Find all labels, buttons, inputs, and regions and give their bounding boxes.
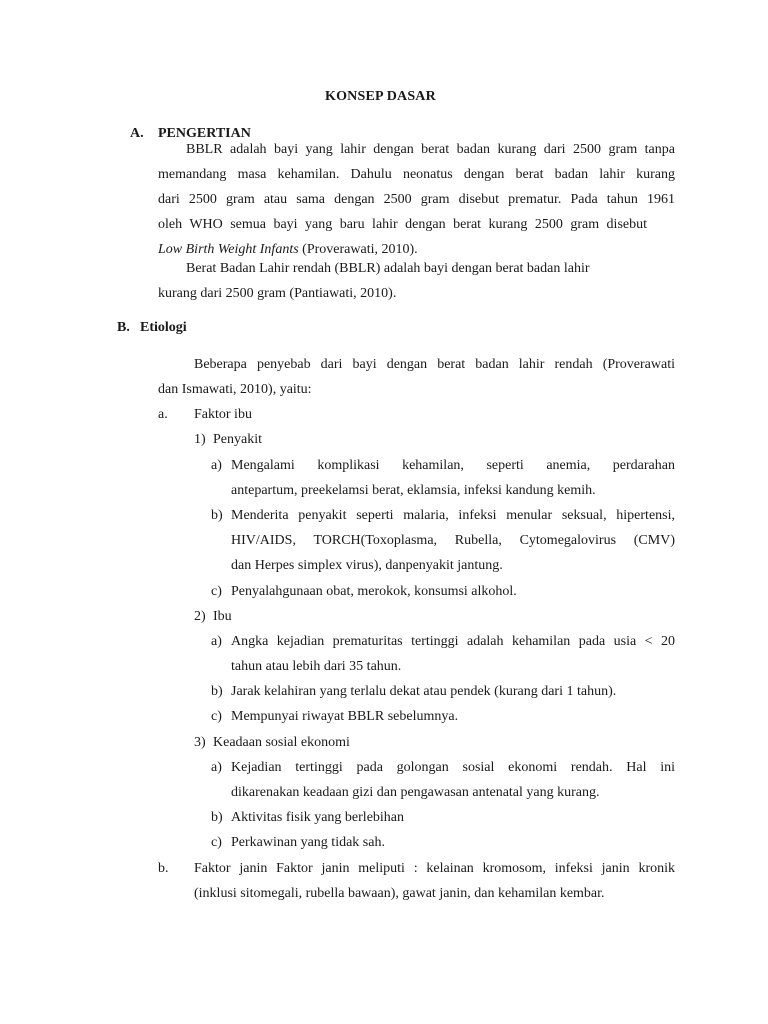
- section-b-intro-line2: dan Ismawati, 2010), yaitu:: [158, 382, 312, 397]
- list-item-line: (inklusi sitomegali, rubella bawaan), gawat janin, dan kehamilan kembar.: [194, 886, 605, 901]
- item-marker: c): [211, 835, 222, 850]
- item-marker: b): [211, 810, 223, 825]
- list-item-line: HIV/AIDS, TORCH(Toxoplasma, Rubella, Cytomegalovirus (CMV): [231, 533, 675, 548]
- list-item-line: Jarak kelahiran yang terlalu dekat atau pendek (kurang dari 1 tahun).: [231, 684, 617, 699]
- section-a-para1-line2: memandang masa kehamilan. Dahulu neonatus dengan berat badan lahir kurang: [158, 167, 675, 182]
- sublist-marker-1: 1): [194, 432, 206, 447]
- list-item-line: Penyalahgunaan obat, merokok, konsumsi alkohol.: [231, 584, 517, 599]
- list-label-faktor-ibu: Faktor ibu: [194, 407, 252, 422]
- list-item-line: dan Herpes simplex virus), danpenyakit jantung.: [231, 558, 503, 573]
- section-a-para2-line2: kurang dari 2500 gram (Pantiawati, 2010).: [158, 286, 397, 301]
- list-item-line: Perkawinan yang tidak sah.: [231, 835, 385, 850]
- list-item-line: Kejadian tertinggi pada golongan sosial ekonomi rendah. Hal ini: [231, 760, 675, 775]
- list-item-line: Faktor janin Faktor janin meliputi : kelainan kromosom, infeksi janin kronik: [194, 861, 675, 876]
- section-a-para1-line1: BBLR adalah bayi yang lahir dengan berat badan kurang dari 2500 gram tanpa: [186, 142, 675, 157]
- item-marker: c): [211, 584, 222, 599]
- list-item-line: Angka kejadian prematuritas tertinggi adalah kehamilan pada usia < 20: [231, 634, 675, 649]
- italic-term: Low Birth Weight Infants: [158, 242, 299, 257]
- section-a-para1-line4: oleh WHO semua bayi yang baru lahir dengan berat kurang 2500 gram disebut: [158, 217, 647, 232]
- item-marker: b): [211, 508, 223, 523]
- list-marker-a: a.: [158, 407, 168, 422]
- item-marker: a): [211, 458, 222, 473]
- section-a-para2-line1: Berat Badan Lahir rendah (BBLR) adalah bayi dengan berat badan lahir: [186, 261, 590, 276]
- list-marker-b: b.: [158, 861, 169, 876]
- sublist-label-ibu: Ibu: [213, 609, 232, 624]
- list-item-line: antepartum, preekelamsi berat, eklamsia, infeksi kandung kemih.: [231, 483, 596, 498]
- list-item-line: Menderita penyakit seperti malaria, infeksi menular seksual, hipertensi,: [231, 508, 675, 523]
- list-item-line: Mempunyai riwayat BBLR sebelumnya.: [231, 709, 459, 724]
- citation: (Proverawati, 2010).: [298, 242, 418, 257]
- section-a-heading: PENGERTIAN: [158, 126, 251, 141]
- item-marker: a): [211, 634, 222, 649]
- section-b-heading: Etiologi: [140, 320, 187, 335]
- list-item-line: Aktivitas fisik yang berlebihan: [231, 810, 405, 825]
- list-item-line: Mengalami komplikasi kehamilan, seperti anemia, perdarahan: [231, 458, 675, 473]
- list-item-line: tahun atau lebih dari 35 tahun.: [231, 659, 402, 674]
- sublist-label-sosial-ekonomi: Keadaan sosial ekonomi: [213, 735, 350, 750]
- list-item-line: dikarenakan keadaan gizi dan pengawasan antenatal yang kurang.: [231, 785, 600, 800]
- sublist-marker-3: 3): [194, 735, 206, 750]
- section-a-marker: A.: [130, 126, 144, 141]
- page-title: KONSEP DASAR: [325, 89, 436, 104]
- item-marker: a): [211, 760, 222, 775]
- section-b-intro-line1: Beberapa penyebab dari bayi dengan berat badan lahir rendah (Proverawati: [194, 357, 675, 372]
- item-marker: c): [211, 709, 222, 724]
- section-b-marker: B.: [117, 320, 130, 335]
- sublist-label-penyakit: Penyakit: [213, 432, 262, 447]
- section-a-para1-line3: dari 2500 gram atau sama dengan 2500 gram disebut prematur. Pada tahun 1961: [158, 192, 675, 207]
- sublist-marker-2: 2): [194, 609, 206, 624]
- item-marker: b): [211, 684, 223, 699]
